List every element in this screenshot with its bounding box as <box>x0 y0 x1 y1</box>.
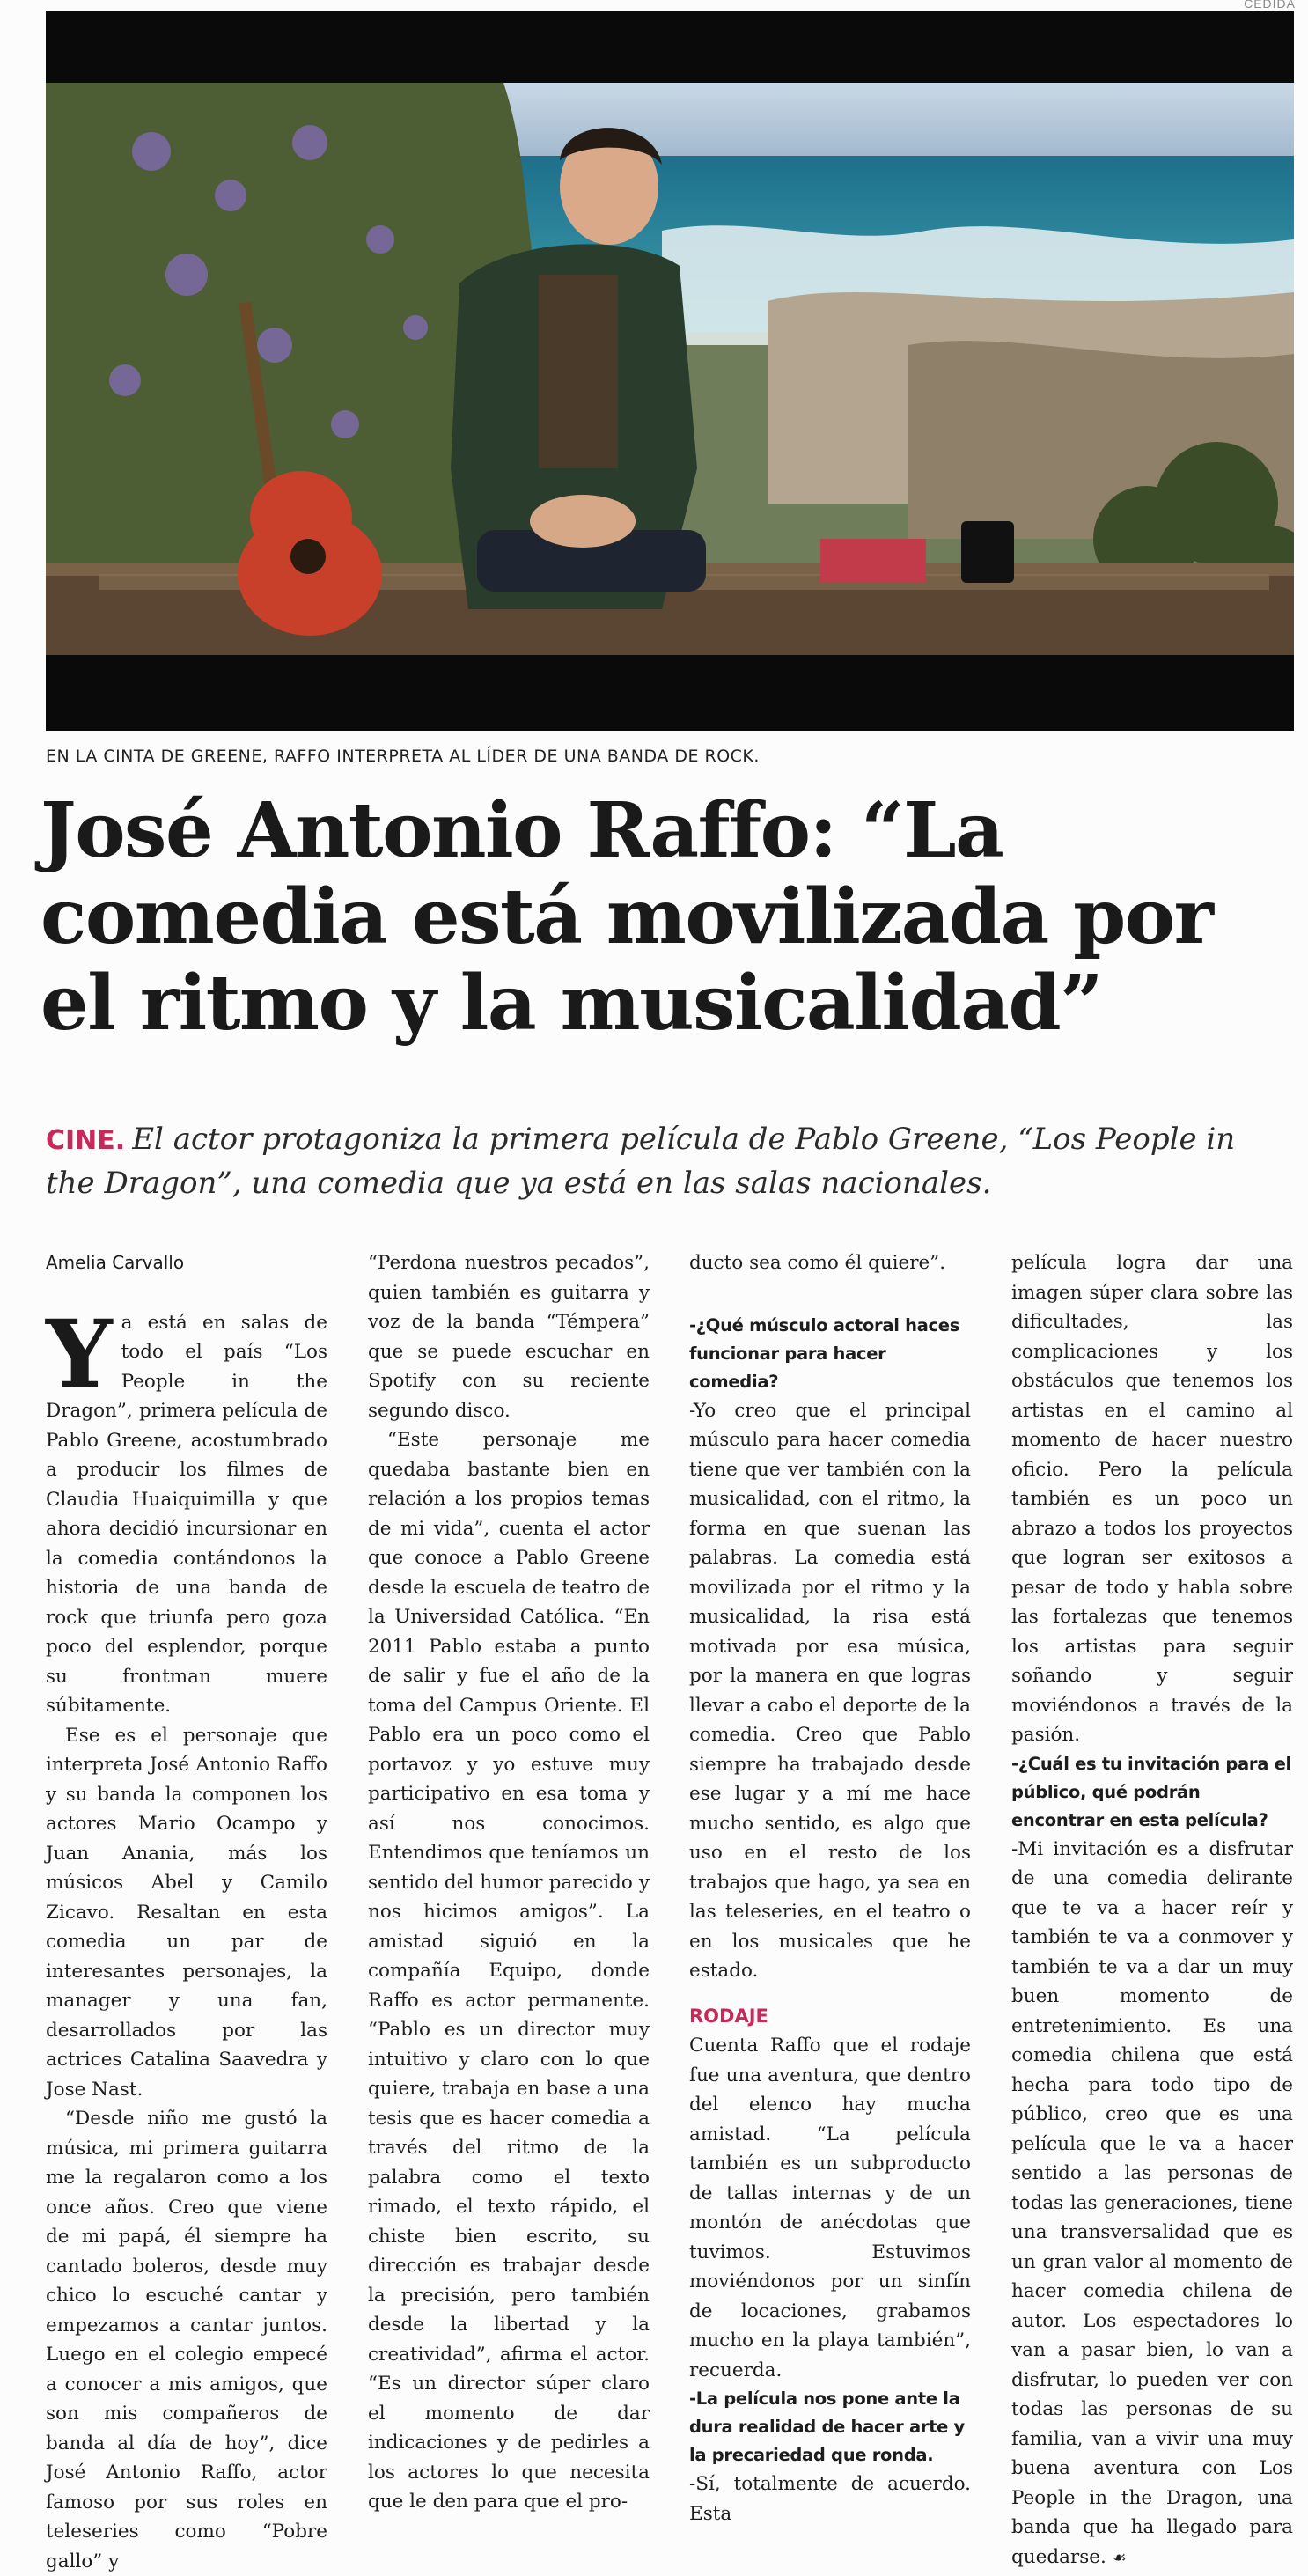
paragraph: “Este personaje me quedaba bastante bien en relación a los propios temas de mi vida”, cuenta el actor que conoce a Pablo Greene desde la escuela de teatro de la Universidad Católica. “En 2011 Pablo estaba a punto de salir y fue el año de la toma del Campus Oriente. El Pablo era un poco como el portavoz y yo estuve muy participativo en esa toma y así nos conocimos. Entendimos que teníamos un sentido del humor parecido y nos hicimos amigos”. La amistad siguió en la compañía Equipo, donde Raffo es actor permanente. “Pablo es un director muy intuitivo y claro con lo que quiere, trabaja en base a una tesis que es hacer comedia a través del ritmo de la palabra como el texto rimado, el texto rápido, el chiste bien escrito, su dirección es trabajar desde la precisión, pero también desde la libertad y la creatividad”, afirma el actor. “Es un director súper claro el momento de dar indicaciones y de pedirles a los actores lo que necesita que le den para que el pro- <box>368 1429 650 2513</box>
subheadline-text: El actor protagoniza la primera película de Pablo Greene, “Los People in the Dragon”, una comedia que ya está en las salas nacionales. <box>46 1122 1236 1201</box>
interview-answer <box>1011 1835 1293 2573</box>
article-body <box>46 1248 1294 2572</box>
interview-answer: -Sí, totalmente de acuerdo. Esta <box>689 2473 971 2525</box>
headline: José Antonio Raffo: “La comedia está movilizada por el ritmo y la musicalidad” <box>40 786 1213 1048</box>
paragraph-text: a está en salas de todo el país “Los People in the Dragon”, primera película de Pablo Greene, acostumbrado a producir los filmes de Claudia Huaiquimilla y que ahora decidió incursionar en la comedia contándonos la historia de una banda de rock que triunfa pero goza poco del esplendor, porque su frontman muere súbitamente. <box>46 1311 327 1717</box>
drop-cap: Y <box>46 1298 113 1409</box>
article-photo <box>46 11 1294 731</box>
photo-credit: CEDIDA <box>1244 0 1296 11</box>
paragraph: Cuenta Raffo que el rodaje fue una aventura, que dentro del elenco hay mucha amistad. “La película también es un subproducto de tallas internas y de un montón de anécdotas que tuvimos. Estuvimos moviéndonos por un sinfín de locaciones, grabamos mucho en la playa también”, recuerda. <box>689 2035 971 2381</box>
interview-answer-text: -Mi invitación es a disfrutar de una comedia delirante que te va a hacer reír y también te va a conmover y también te va a dar un muy buen momento de entretenimiento. Es una comedia chilena que está hecha para todo tipo de público, creo que es una película que le va a hacer sentido a las personas de todas las generaciones, tiene una transversalidad que es un gran valor al momento de hacer comedia chilena de autor. Los espectadores lo van a pasar bien, lo van a disfrutar, lo pueden ver con todas las personas de su familia, van a vivir una muy buena aventura con Los People in the Dragon, una banda que ha llegado para quedarse. <box>1011 1837 1293 2568</box>
interview-answer: -Yo creo que el principal músculo para hacer comedia tiene que ver también con la musicalidad, con el ritmo, la forma en que suenan las palabras. La comedia está movilizada por el ritmo y la musicalidad, la risa está motivada por esa música, por la manera en que logras llevar a cabo el deporte de la comedia. Creo que Pablo siempre ha trabajado desde ese lugar y a mí me hace mucho sentido, es algo que uso en el resto de los trabajos que hago, ya sea en las teleseries, en el teatro o en los musicales que he estado. <box>689 1399 971 1982</box>
interview-question: -¿Cuál es tu invitación para el público, qué podrán encontrar en esta película? <box>1011 1753 1291 1830</box>
byline: Amelia Carvallo <box>46 1252 185 1273</box>
interview-question: -¿Qué músculo actoral haces funcionar para hacer comedia? <box>689 1314 960 1392</box>
section-kicker: CINE. <box>46 1125 126 1156</box>
paragraph: Ese es el personaje que interpreta José Antonio Raffo y su banda la componen los actores Mario Ocampo y Juan Anania, más los músicos Abel y Camilo Zicavo. Resaltan en esta comedia un par de interesantes personajes, la manager y una fan, desarrollados por las actrices Catalina Saavedra y Jose Nast. <box>46 1724 327 2101</box>
subheadline <box>46 1118 1278 1204</box>
paragraph: “Desde niño me gustó la música, mi primera guitarra me la regalaron como a los once años. Creo que viene de mi papá, él siempre ha cantado boleros, desde muy chico lo escuché cantar y empezamos a cantar juntos. Luego en el colegio empecé a conocer a mis amigos, que son mis compañeros de banda al día de hoy”, dice José Antonio Raffo, actor famoso por sus roles en teleseries como “Pobre gallo” y <box>46 2108 327 2572</box>
column-4 <box>1011 1248 1293 2572</box>
paragraph: película logra dar una imagen súper clara sobre las dificultades, las complicaciones y los obstáculos que tenemos los artistas en el camino al momento de hacer nuestro oficio. Pero la película también es un poco un abrazo a todos los proyectos que logran ser exitosos a pesar de todo y habla sobre las fortalezas que tenemos los artistas para seguir soñando y seguir moviéndonos a través de la pasión. <box>1011 1252 1293 1746</box>
interview-question: -La película nos pone ante la dura realidad de hacer arte y la precariedad que ronda. <box>689 2388 965 2465</box>
paragraph <box>46 1298 327 1721</box>
photo-caption: EN LA CINTA DE GREENE, RAFFO INTERPRETA AL LÍDER DE UNA BANDA DE ROCK. <box>46 747 760 766</box>
paragraph: ducto sea como él quiere”. <box>689 1252 946 1274</box>
column-3 <box>689 1248 971 2528</box>
column-1 <box>46 1248 327 2576</box>
paragraph: “Perdona nuestros pecados”, quien también es guitarra y voz de la banda “Témpera” que se puede escuchar en Spotify con su reciente segundo disco. <box>368 1252 650 1422</box>
end-mark-icon: ☙ <box>1112 2548 1127 2567</box>
column-2 <box>368 1248 650 2517</box>
section-heading: RODAJE <box>689 2005 768 2027</box>
